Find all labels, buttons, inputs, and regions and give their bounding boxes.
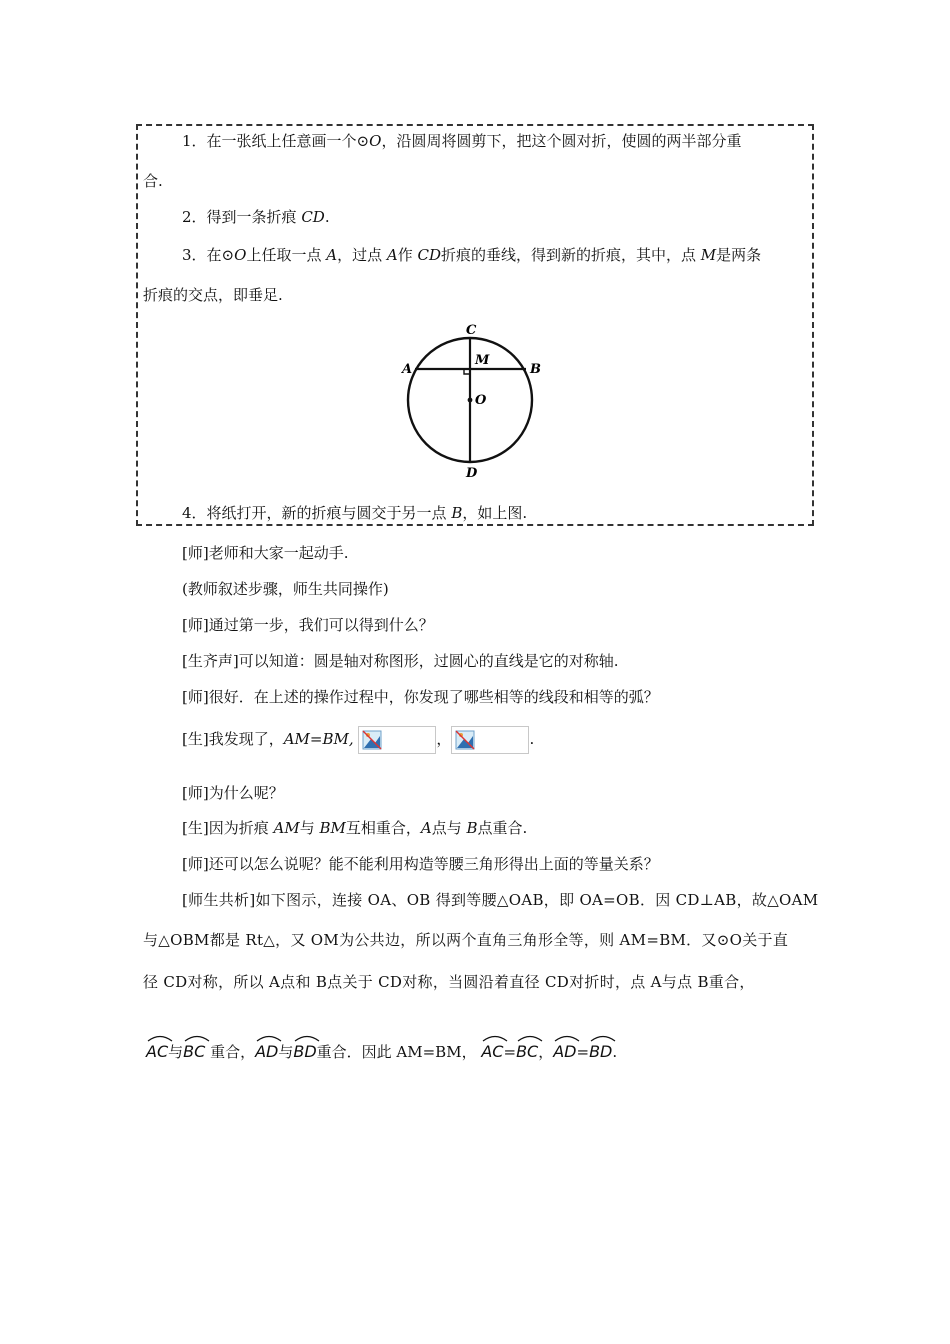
t: 与: [299, 819, 320, 837]
crease-cd: CD: [301, 208, 325, 226]
label-m: M: [475, 353, 490, 368]
t: AC: [481, 1042, 504, 1061]
dialog-line-5: [师]很好．在上述的操作过程中，你发现了哪些相等的线段和相等的弧？: [182, 688, 659, 706]
t: 3．在⊙: [182, 246, 235, 264]
t: 折痕的垂线，得到新的折痕，其中，点: [440, 246, 701, 264]
step-1-line-1: [182, 131, 741, 151]
dialog-line-13: [146, 1036, 617, 1064]
t: ，过点: [337, 246, 387, 264]
t: AD: [255, 1042, 279, 1061]
arc-ad: [255, 1036, 278, 1064]
dialog-line-9: [师]还可以怎么说呢？能不能利用构造等腰三角形得出上面的等量关系？: [182, 855, 659, 873]
t: BD: [589, 1042, 613, 1061]
t: AD: [553, 1042, 577, 1061]
broken-image-icon: [362, 730, 382, 750]
t: ，如上图.: [462, 504, 528, 522]
t: BC: [183, 1042, 206, 1061]
t: A: [420, 819, 432, 837]
step-2: [182, 207, 330, 227]
dialog-line-12: 径 CD对称，所以 A点和 B点关于 CD对称，当圆沿着直径 CD对折时，点 A与点 B重合，: [143, 973, 755, 991]
center-dot: [468, 398, 473, 403]
step-3-line-2: 折痕的交点，即垂足.: [143, 286, 283, 304]
t: .: [612, 1043, 618, 1061]
arc-mark-icon: [553, 1034, 581, 1042]
t: 作: [397, 246, 418, 264]
t: A: [326, 246, 338, 264]
broken-image-1: [358, 726, 436, 754]
dialog-line-2: (教师叙述步骤，师生共同操作): [182, 580, 389, 598]
step-2-text: 2．得到一条折痕: [182, 208, 302, 226]
t: AC: [146, 1042, 169, 1061]
arc-ad-2: [553, 1036, 576, 1064]
arc-bd: [293, 1036, 316, 1064]
label-a: A: [402, 362, 413, 377]
t: =: [503, 1043, 517, 1061]
t: AM=BM,: [283, 730, 354, 748]
t: BD: [293, 1042, 317, 1061]
arc-mark-icon: [481, 1034, 509, 1042]
dialog-line-7: [师]为什么呢？: [182, 784, 284, 802]
circle-o: O: [369, 132, 382, 150]
t: [生]我发现了，: [182, 730, 284, 748]
arc-bd-2: [589, 1036, 612, 1064]
dialog-line-1: [师]老师和大家一起动手.: [182, 544, 349, 562]
t: 点重合.: [477, 819, 528, 837]
t: 重合．因此 AM=BM，: [316, 1043, 477, 1061]
t: AM: [273, 819, 300, 837]
arc-mark-icon: [146, 1034, 174, 1042]
t: [生]因为折痕: [182, 819, 274, 837]
t: =: [576, 1043, 590, 1061]
t: CD: [417, 246, 441, 264]
dialog-line-10: [师生共析]如下图示，连接 OA、OB 得到等腰△OAB，即 OA=OB．因 CD⊥AB，故△OAM: [182, 891, 819, 909]
arc-mark-icon: [293, 1034, 321, 1042]
step-1-text: 1．在一张纸上任意画一个⊙: [182, 132, 370, 150]
arc-ac: [146, 1036, 168, 1064]
t: 4．将纸打开，新的折痕与圆交于另一点: [182, 504, 452, 522]
arc-mark-icon: [589, 1034, 617, 1042]
dialog-line-4: [生齐声]可以知道：圆是轴对称图形，过圆心的直线是它的对称轴.: [182, 652, 619, 670]
step-1-line-2: 合.: [143, 172, 163, 190]
dialog-line-11: 与△OBM都是 Rt△，又 OM为公共边，所以两个直角三角形全等，则 AM=BM．又⊙O关于直: [143, 931, 789, 949]
label-c: C: [466, 323, 477, 338]
broken-image-2: [451, 726, 529, 754]
t: A: [386, 246, 398, 264]
t: B: [451, 504, 463, 522]
t: 上任取一点: [246, 246, 327, 264]
t: 与: [278, 1043, 294, 1061]
arc-ac-2: [481, 1036, 503, 1064]
t: ，: [538, 1043, 554, 1061]
t: BC: [516, 1042, 539, 1061]
t: BM: [319, 819, 346, 837]
arc-mark-icon: [255, 1034, 283, 1042]
label-o: O: [475, 393, 487, 408]
t: .: [529, 730, 535, 748]
step-1-text-2: ，沿圆周将圆剪下，把这个圆对折，使圆的两半部分重: [381, 132, 742, 150]
broken-image-icon: [455, 730, 475, 750]
dialog-line-8: [182, 818, 527, 838]
t: 点与: [431, 819, 467, 837]
step-2-end: .: [324, 208, 330, 226]
label-b: B: [530, 362, 541, 377]
t: 是两条: [716, 246, 762, 264]
t: B: [466, 819, 478, 837]
circle-figure: [398, 318, 548, 484]
step-3-line-1: [182, 245, 761, 265]
t: 互相重合，: [345, 819, 421, 837]
dialog-line-6: [182, 724, 534, 754]
arc-mark-icon: [516, 1034, 544, 1042]
arc-bc: [183, 1036, 205, 1064]
t: 重合，: [205, 1043, 256, 1061]
dialog-line-3: [师]通过第一步，我们可以得到什么？: [182, 616, 434, 634]
t: 与: [168, 1043, 184, 1061]
step-4: [182, 503, 527, 523]
t: M: [700, 246, 717, 264]
label-d: D: [466, 466, 478, 481]
t: ，: [436, 730, 452, 748]
t: O: [234, 246, 247, 264]
arc-mark-icon: [183, 1034, 211, 1042]
arc-bc-2: [516, 1036, 538, 1064]
